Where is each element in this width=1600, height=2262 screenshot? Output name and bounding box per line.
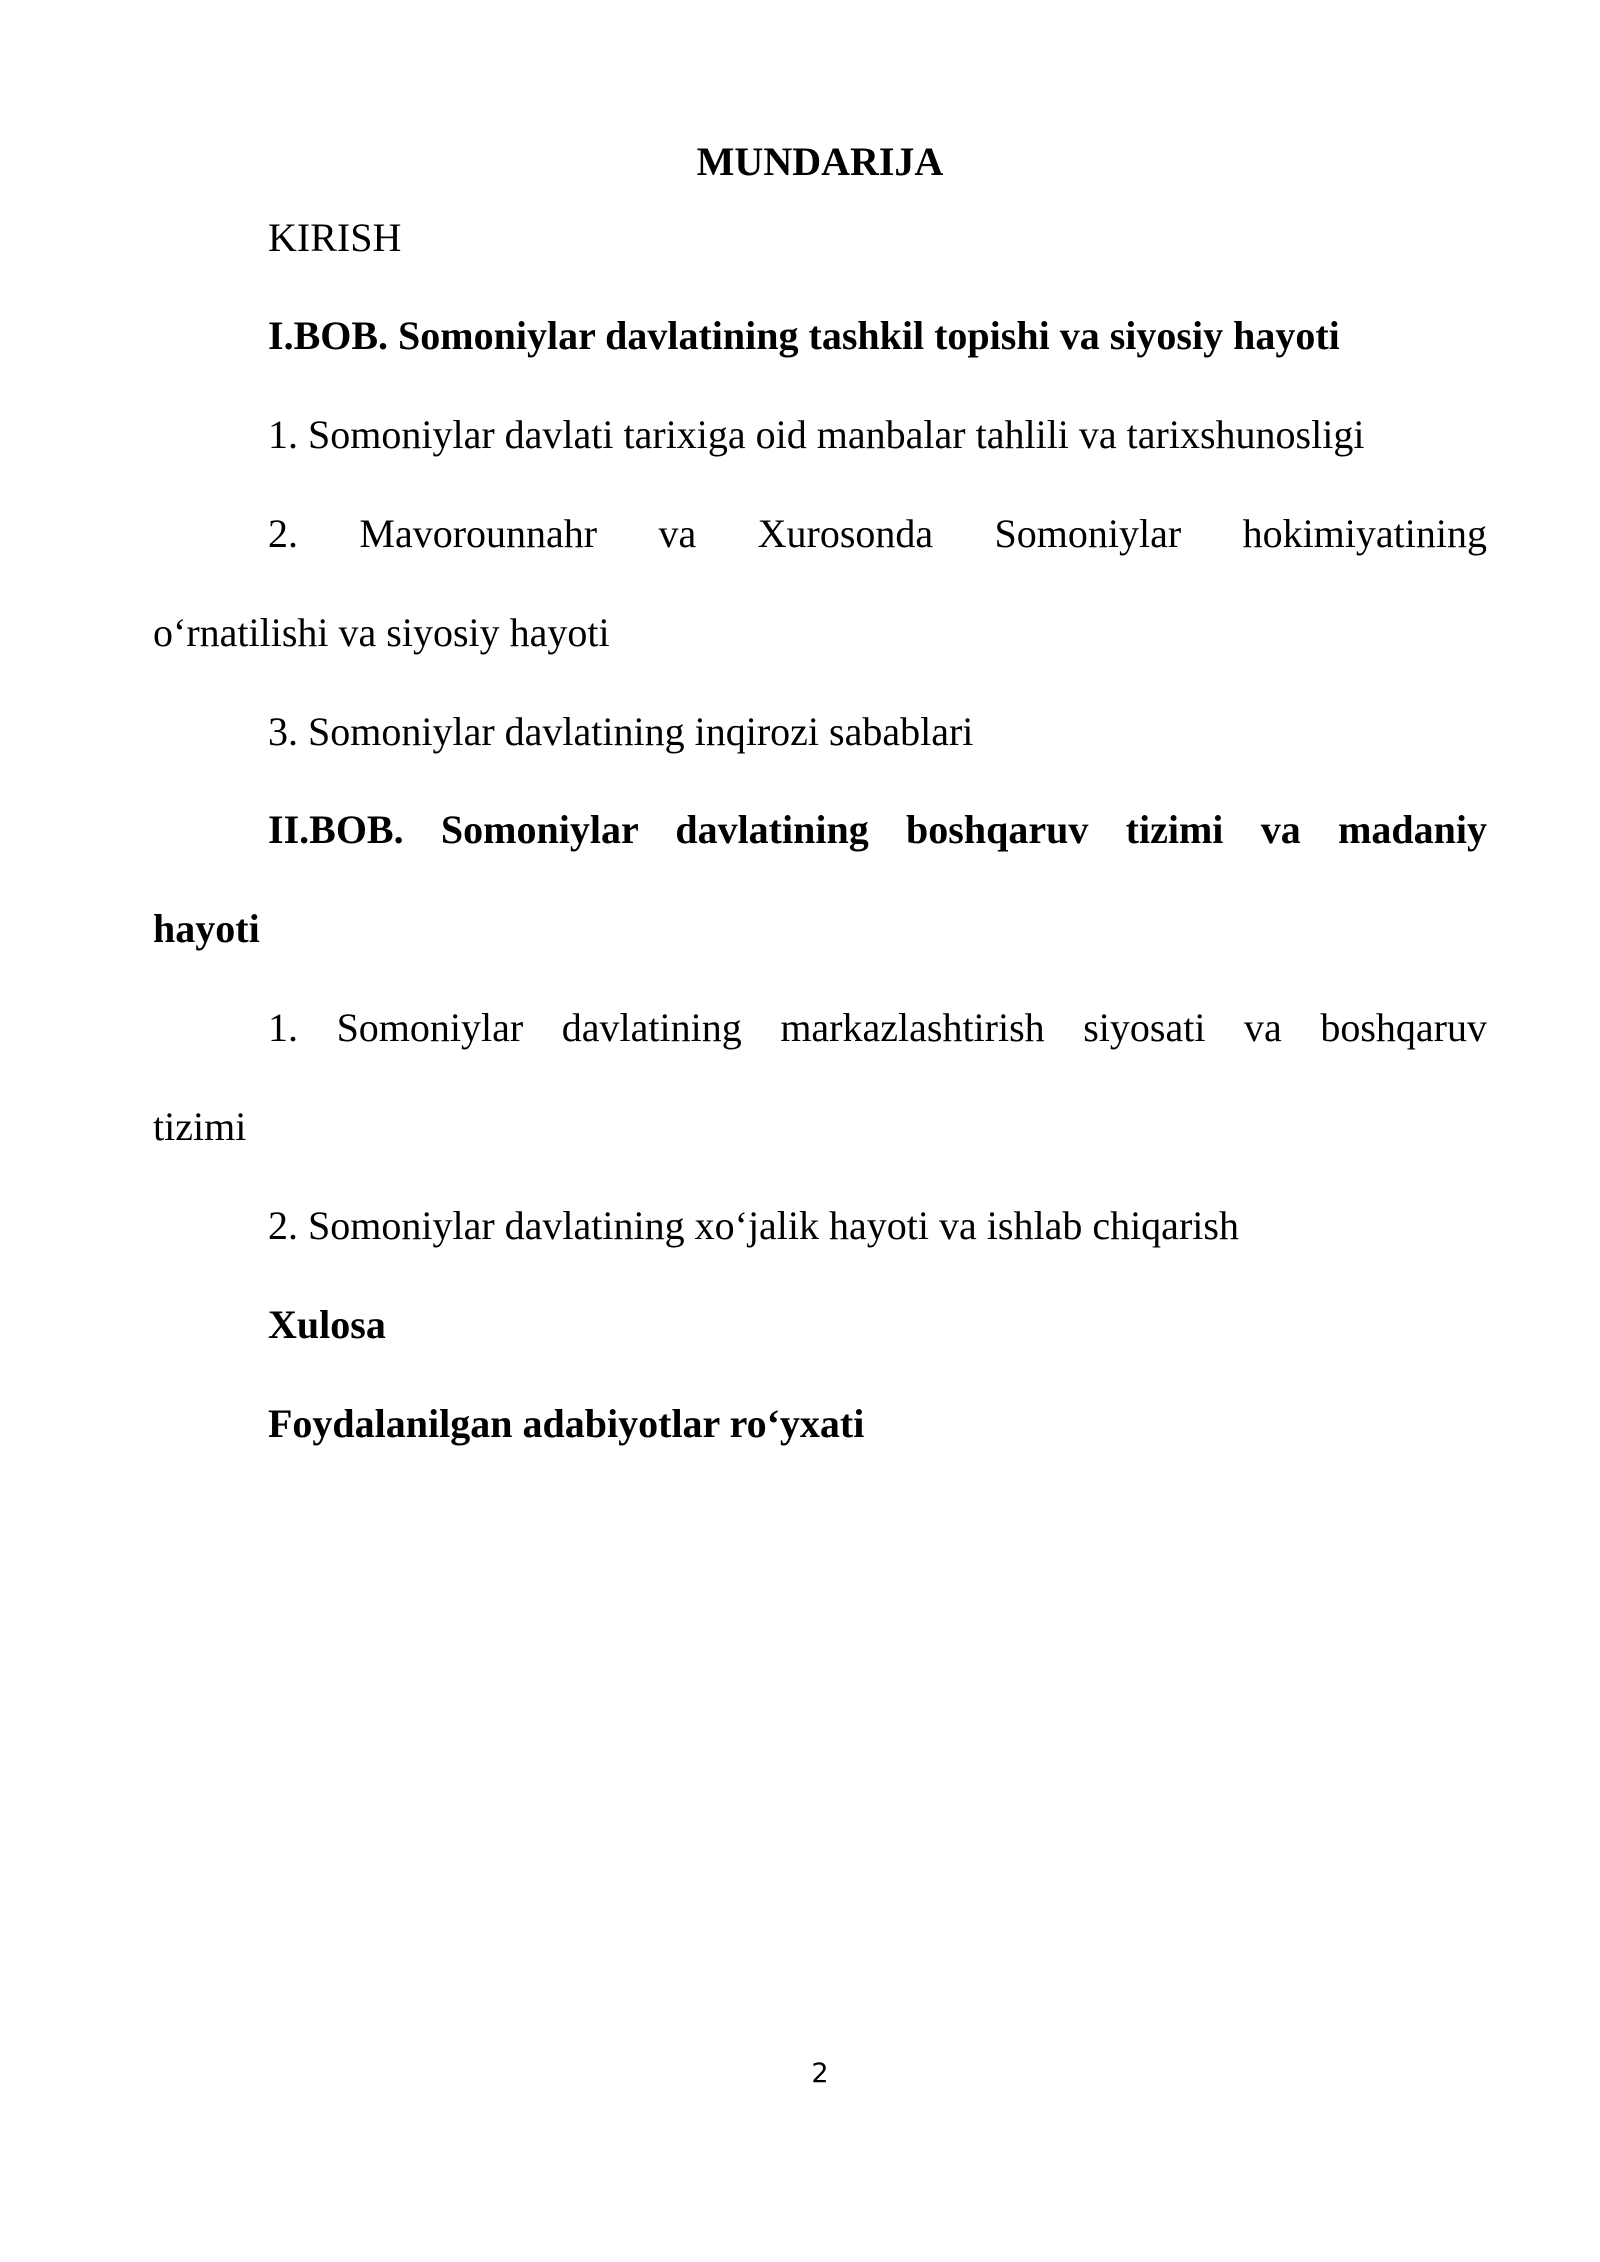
page-title: MUNDARIJA [696, 139, 944, 184]
toc-references: Foydalanilgan adabiyotlar ro‘yxati [268, 1401, 865, 1446]
toc-section-2-1-line-2: tizimi [153, 1104, 247, 1149]
toc-section-2-2: 2. Somoniylar davlatining xo‘jalik hayoti va ishlab chiqarish [268, 1203, 1239, 1248]
page-number: 2 [811, 2058, 829, 2089]
toc-chapter-2-line-1: II.BOB. Somoniylar davlatining boshqaruv tizimi va madaniy [268, 807, 1487, 852]
toc-chapter-1: I.BOB. Somoniylar davlatining tashkil topishi va siyosiy hayoti [268, 313, 1340, 358]
toc-section-1-2-line-1: 2. Mavorounnahr va Xurosonda Somoniylar hokimiyatining [268, 511, 1487, 556]
toc-chapter-2-line-2: hayoti [153, 906, 260, 951]
toc-entry-introduction: KIRISH [268, 215, 402, 260]
toc-conclusion: Xulosa [268, 1302, 386, 1347]
toc-section-1-1: 1. Somoniylar davlati tarixiga oid manbalar tahlili va tarixshunosligi [268, 412, 1365, 457]
toc-section-2-1-line-1: 1. Somoniylar davlatining markazlashtirish siyosati va boshqaruv [268, 1005, 1487, 1050]
toc-section-1-2-line-2: o‘rnatilishi va siyosiy hayoti [153, 610, 610, 655]
toc-section-1-3: 3. Somoniylar davlatining inqirozi sabablari [268, 709, 974, 754]
